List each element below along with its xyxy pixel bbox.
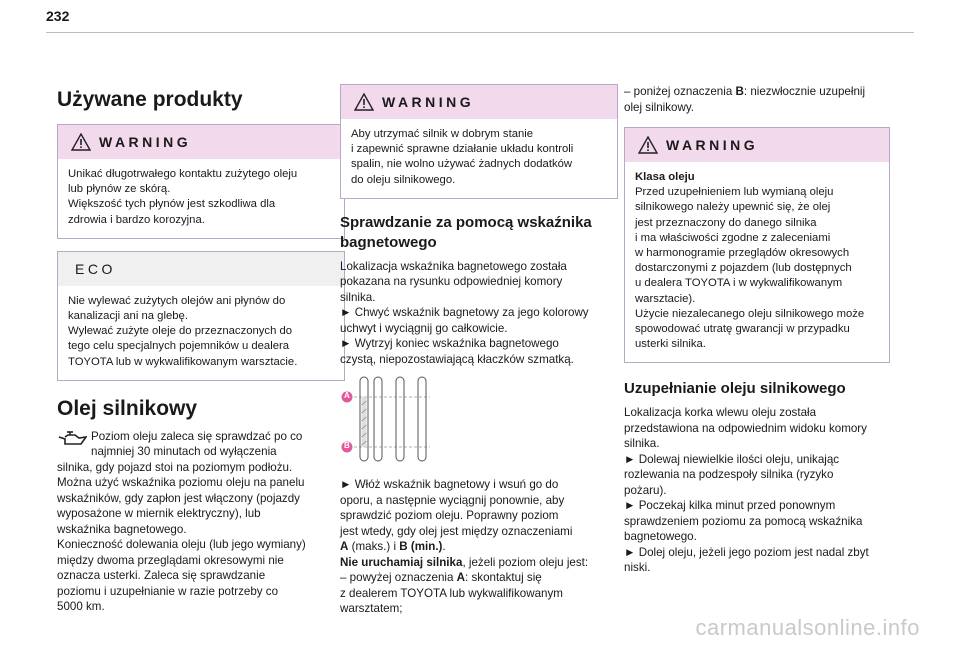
dip-text-line: uchwyt i wyciągnij go całkowicie.	[340, 321, 508, 335]
dipstick-illustration	[340, 375, 450, 465]
oil-intro	[57, 429, 345, 460]
page-number: 232	[46, 8, 70, 24]
oil-can-icon	[57, 431, 87, 447]
warning-box-skin-contact	[57, 124, 345, 239]
oil-text-line: Konieczność dolewania oleju (lub jego wymiany)	[57, 538, 306, 552]
oil-text-line: wskaźników, gdy zapłon jest włączony (pojazdy	[57, 491, 300, 505]
mark-b-min: B (min.)	[399, 540, 443, 554]
section-title-dipstick	[340, 213, 618, 253]
warning-box-oil-grade	[624, 127, 890, 363]
oil-text-line: poziomu i uzupełnianie w razie potrzeby co	[57, 584, 279, 598]
warning-text-line: i ma właściwości zgodne z zaleceniami	[635, 231, 831, 244]
dipstick-title-line: Sprawdzanie za pomocą wskaźnika	[340, 213, 592, 231]
dip-text-line: Lokalizacja wskaźnika bagnetowego została	[340, 259, 567, 273]
watermark: carmanualsonline.info	[695, 615, 920, 640]
section-title-topping-up: Uzupełnianie oleju silnikowego	[624, 380, 846, 398]
section-title-used-products: Używane produkty	[57, 88, 243, 111]
top-text-line: przedstawiona na odpowiednim widoku komory	[624, 421, 867, 435]
below-text: – poniżej oznaczenia	[624, 85, 736, 98]
dip-text-line: ► Wytrzyj koniec wskaźnika bagnetowego	[340, 337, 559, 351]
oil-text-line: Poziom oleju zaleca się sprawdzać po co	[91, 429, 303, 443]
dipstick-diagram	[340, 375, 618, 465]
top-text-line: bagnetowego.	[624, 530, 697, 544]
top-text-line: sprawdzeniem poziomu za pomocą wskaźnika	[624, 514, 863, 528]
top-text-line: silnika.	[624, 437, 660, 451]
warning-text-line: warsztacie).	[635, 292, 696, 305]
warning-header	[58, 125, 344, 159]
warning-triangle-icon	[354, 93, 374, 111]
eco-text-line: Nie wylewać zużytych olejów ani płynów do	[68, 294, 286, 307]
after-text-line: oporu, a następnie wyciągnij ponownie, aby	[340, 493, 565, 507]
do-not-start: Nie uruchamiaj silnika	[340, 555, 463, 569]
dip-text-line: czystą, niepozostawiającą kłaczków szmatką.	[340, 352, 574, 366]
warning-text-line: w harmonogramie przeglądów okresowych	[635, 247, 850, 260]
after-text-line	[340, 539, 618, 555]
oil-text-line: silnika, gdy pojazd stoi na poziomym podłożu.	[57, 460, 293, 474]
eco-text-line: Wylewać zużyte oleje do przeznaczonych do	[68, 325, 293, 338]
after-text-line: jest wtedy, gdy olej jest między oznaczeniami	[340, 524, 573, 538]
oil-text-line: oznacza usterki. Zaleca się sprawdzanie	[57, 569, 266, 583]
warning-subtitle: Klasa oleju	[635, 171, 695, 183]
warning-text-line: usterki silnika.	[635, 338, 706, 351]
warning-text-line: spowodować utratę gwarancji w przypadku	[635, 323, 850, 336]
after-text-line	[340, 555, 618, 571]
mark-a: A	[340, 540, 349, 554]
warning-header	[341, 85, 617, 119]
eco-text-line: tego celu specjalnych pojemników u dealera	[68, 340, 290, 353]
warning-text-line: zdrowia i bardzo korozyjna.	[68, 213, 205, 226]
oil-text-line: wskaźnika bagnetowego.	[57, 522, 187, 536]
eco-header	[58, 252, 344, 286]
top-text-line: Lokalizacja korka wlewu oleju została	[624, 406, 817, 420]
warning-text-line: u dealera TOYOTA i w wykwalifikowanym	[635, 277, 843, 290]
marker-a-label: A	[344, 391, 350, 401]
dip-text-line: pokazana na rysunku odpowiedniej komory	[340, 275, 563, 289]
warning-text-line: lub płynów ze skórą.	[68, 183, 171, 196]
warning-label: WARNING	[99, 134, 192, 150]
eco-text-line: kanalizacji ani na glebę.	[68, 310, 188, 323]
warning-header	[625, 128, 889, 162]
contact-text: : skontaktuj się	[465, 571, 542, 585]
period: .	[442, 540, 446, 554]
below-text-line: olej silnikowy.	[624, 100, 695, 114]
warning-label: WARNING	[666, 137, 759, 153]
mark-b: B	[735, 85, 744, 98]
eco-text-line: TOYOTA lub w wykwalifikowanym warsztacie.	[68, 355, 298, 368]
dipstick-title-line: bagnetowego	[340, 233, 437, 251]
warning-text-line: Aby utrzymać silnik w dobrym stanie	[351, 128, 534, 140]
column-3	[624, 80, 890, 576]
oil-text-line: wyposażone w miernik elektryczny), lub	[57, 507, 261, 521]
after-text-line	[340, 570, 618, 586]
above-text: – powyżej oznaczenia	[340, 571, 457, 585]
warning-box-additives	[340, 84, 618, 199]
top-text-line: rozlewania na podzespoły silnika (ryzyko	[624, 468, 834, 482]
mark-a: A	[456, 571, 466, 585]
section-title-engine-oil: Olej silnikowy	[57, 396, 198, 420]
oil-text-line: między dwoma przeglądami okresowymi nie	[57, 553, 284, 567]
top-text-line: ► Dolewaj niewielkie ilości oleju, unikając	[624, 452, 840, 466]
eco-label: ECO	[75, 260, 116, 277]
column-2	[340, 80, 618, 617]
warning-text-line: Przed uzupełnieniem lub wymianą oleju	[635, 186, 834, 199]
column-1	[57, 80, 345, 615]
after-text-line: ► Włóż wskaźnik bagnetowy i wsuń go do	[340, 478, 559, 492]
below-text-line	[624, 84, 890, 100]
header-rule	[46, 32, 914, 33]
marker-b-label: B	[344, 441, 350, 451]
warning-text-line: Unikać długotrwałego kontaktu zużytego oleju	[68, 168, 298, 180]
dip-text-line: ► Chwyć wskaźnik bagnetowy za jego kolorowy	[340, 306, 589, 320]
warning-triangle-icon	[71, 133, 91, 151]
oil-text-line: najmniej 30 minutach od wyłączenia	[91, 445, 277, 459]
condition-text: , jeżeli poziom oleju jest:	[462, 555, 589, 569]
top-text-line: ► Poczekaj kilka minut przed ponownym	[624, 499, 836, 513]
warning-label: WARNING	[382, 94, 475, 110]
after-text-line: sprawdzić poziom oleju. Poprawny poziom	[340, 509, 559, 523]
warning-text-line: spalin, nie wolno używać żadnych dodatków	[351, 158, 573, 171]
oil-text-line: Można użyć wskaźnika poziomu oleju na panelu	[57, 476, 305, 490]
warning-text-line: Większość tych płynów jest szkodliwa dla	[68, 198, 276, 211]
oil-text-line: 5000 km.	[57, 600, 105, 614]
warning-text-line: jest przeznaczony do danego silnika	[635, 216, 817, 229]
top-text-line: pożaru).	[624, 483, 667, 497]
dip-text-line: silnika.	[340, 290, 376, 304]
warning-text-line: i zapewnić sprawne działanie układu kontroli	[351, 143, 574, 156]
warning-triangle-icon	[638, 136, 658, 154]
top-text-line: niski.	[624, 561, 651, 575]
after-text-line: z dealerem TOYOTA lub wykwalifikowanym	[340, 586, 563, 600]
warning-text-line: silnikowego należy upewnić się, że olej	[635, 201, 831, 214]
after-text-line: warsztatem;	[340, 602, 403, 616]
max-text: (maks.) i	[348, 540, 400, 554]
eco-box-disposal	[57, 251, 345, 381]
warning-text-line: dostarczonymi z pojazdem (lub dostępnych	[635, 262, 852, 275]
top-text-line: ► Dolej oleju, jeżeli jego poziom jest nadal zbyt	[624, 545, 869, 559]
warning-text-line: Użycie niezalecanego oleju silnikowego może	[635, 307, 865, 320]
refill-text: : niezwłocznie uzupełnij	[743, 85, 866, 98]
warning-text-line: do oleju silnikowego.	[351, 173, 456, 186]
